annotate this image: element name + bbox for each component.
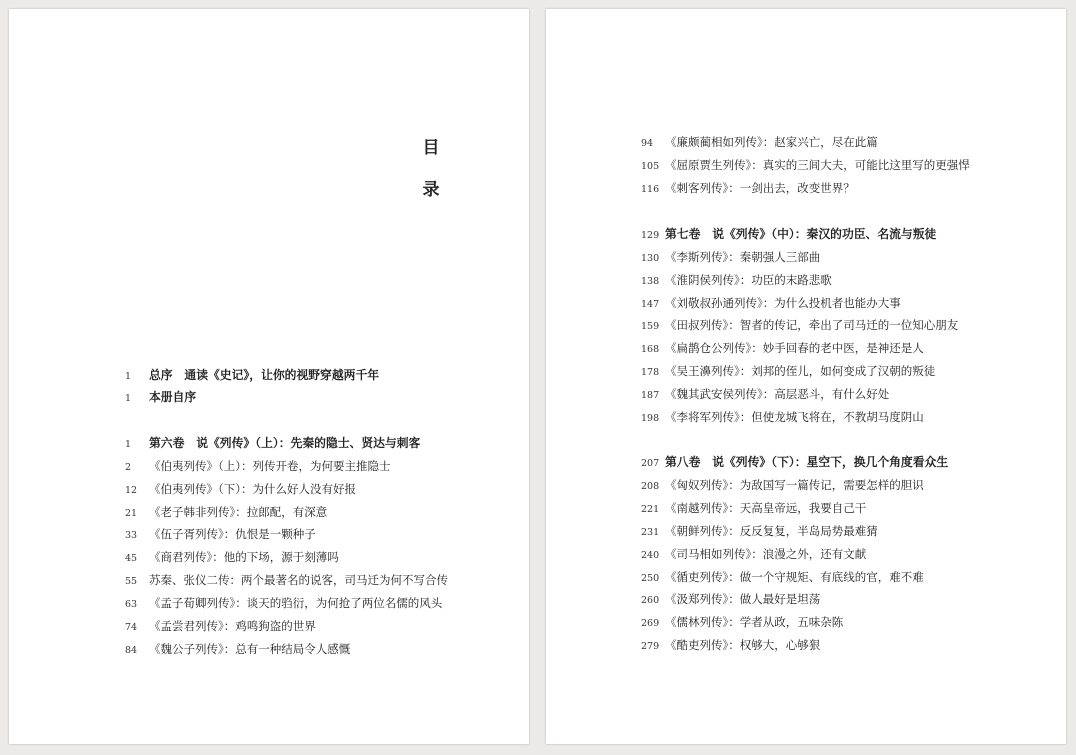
toc-entry-title: 《司马相如列传》：浪漫之外，还有文献	[665, 547, 867, 561]
toc-page-number: 1	[125, 393, 132, 404]
toc-entry	[641, 589, 820, 609]
toc-page-number: 240	[641, 550, 660, 561]
toc-page-number: 74	[125, 622, 138, 633]
toc-page-number: 159	[641, 321, 660, 332]
toc-entry	[125, 502, 327, 522]
toc-page-number: 168	[641, 344, 660, 355]
toc-entry-title: 《朝鲜列传》：反反复复，半岛局势最难猜	[665, 524, 878, 538]
toc-entry	[641, 315, 958, 335]
toc-page-number: 187	[641, 390, 660, 401]
toc-entry	[641, 178, 855, 198]
toc-section-heading	[125, 365, 379, 385]
toc-entry-title: 第八卷 说《列传》（下）：星空下，换几个角度看众生	[665, 455, 949, 469]
toc-entry-title: 《匈奴列传》：为敌国写一篇传记，需要怎样的胆识	[665, 478, 924, 492]
toc-page-number: 250	[641, 573, 660, 584]
toc-entry	[125, 479, 356, 499]
toc-page-number: 55	[125, 576, 138, 587]
toc-page-number: 231	[641, 527, 660, 538]
toc-page-number: 129	[641, 230, 660, 241]
toc-entry-title: 《李斯列传》：秦朝强人三部曲	[665, 250, 821, 264]
toc-page-number: 1	[125, 439, 132, 450]
toc-entry-title: 《老子韩非列传》：拉郎配，有深意	[149, 505, 328, 519]
right-page	[546, 9, 1066, 744]
toc-entry-title: 《田叔列传》：智者的传记，牵出了司马迁的一位知心朋友	[665, 318, 959, 332]
toc-entry-title: 《魏其武安侯列传》：高层恶斗，有什么好处	[665, 387, 890, 401]
toc-entry-title: 《酷吏列传》：权够大，心够狠	[665, 638, 821, 652]
toc-entry-title: 《伯夷列传》（上）：列传开卷，为何要主推隐士	[149, 459, 391, 473]
toc-entry	[641, 338, 924, 358]
toc-page-number: 138	[641, 276, 660, 287]
toc-entry	[641, 635, 820, 655]
toc-page-number: 1	[125, 371, 132, 382]
toc-page-number: 207	[641, 458, 660, 469]
toc-entry	[641, 155, 970, 175]
toc-entry-title: 《伍子胥列传》：仇恨是一颗种子	[149, 527, 316, 541]
toc-entry-title: 《淮阴侯列传》：功臣的末路悲歌	[665, 273, 832, 287]
toc-entry-title: 《孟尝君列传》：鸡鸣狗盗的世界	[149, 619, 316, 633]
toc-entry	[125, 547, 339, 567]
toc-entry	[641, 293, 901, 313]
toc-page-number: 45	[125, 553, 138, 564]
toc-title-char-2: 录	[422, 180, 440, 200]
toc-entry-title: 本册自序	[149, 390, 197, 404]
toc-title	[416, 127, 446, 211]
toc-entry-title: 《汲郑列传》：做人最好是坦荡	[665, 592, 821, 606]
toc-entry	[125, 570, 448, 590]
toc-entry	[641, 247, 820, 267]
toc-entry-title: 《商君列传》：他的下场，源于刻薄吗	[149, 550, 339, 564]
toc-page-number: 269	[641, 618, 660, 629]
toc-page-number: 198	[641, 413, 660, 424]
toc-page-number: 105	[641, 161, 660, 172]
toc-entry	[641, 407, 924, 427]
toc-entry	[125, 593, 442, 613]
toc-entry-title: 《伯夷列传》（下）：为什么好人没有好报	[149, 482, 356, 496]
toc-page-number: 63	[125, 599, 138, 610]
toc-page-number: 260	[641, 595, 660, 606]
toc-entry	[641, 132, 878, 152]
toc-entry-title: 《李将军列传》：但使龙城飞将在，不教胡马度阴山	[665, 410, 924, 424]
toc-section-heading	[125, 387, 196, 407]
toc-page-number: 208	[641, 481, 660, 492]
toc-page-number: 279	[641, 641, 660, 652]
toc-section-heading	[641, 452, 948, 472]
toc-page-number: 178	[641, 367, 660, 378]
toc-entry-title: 第六卷 说《列传》（上）：先秦的隐士、贤达与刺客	[149, 436, 421, 450]
toc-entry-title: 《循吏列传》：做一个守规矩、有底线的官，难不难	[665, 570, 924, 584]
toc-entry-title: 《南越列传》：天高皇帝远，我要自己干	[665, 501, 867, 515]
toc-page-number: 116	[641, 184, 660, 195]
toc-entry-title: 《孟子荀卿列传》：谈天的驺衍，为何抢了两位名儒的风头	[149, 596, 443, 610]
toc-entry-title: 《魏公子列传》：总有一种结局令人感慨	[149, 642, 351, 656]
toc-page-number: 94	[641, 138, 654, 149]
toc-section-heading	[125, 433, 420, 453]
toc-section-heading	[641, 224, 936, 244]
toc-page-number: 2	[125, 462, 132, 473]
toc-entry-title: 总序 通读《史记》，让你的视野穿越两千年	[149, 368, 380, 382]
toc-page-number: 12	[125, 485, 138, 496]
toc-page-number: 21	[125, 508, 138, 519]
toc-entry	[125, 456, 391, 476]
toc-entry-title: 苏秦、张仪二传：两个最著名的说客，司马迁为何不写合传	[149, 573, 448, 587]
toc-entry	[125, 639, 350, 659]
toc-entry	[641, 544, 866, 564]
toc-entry	[641, 498, 866, 518]
toc-entry	[641, 384, 889, 404]
toc-page-number: 84	[125, 645, 138, 656]
toc-entry	[641, 612, 843, 632]
toc-entry	[641, 521, 878, 541]
toc-entry-title: 第七卷 说《列传》（中）：秦汉的功臣、名流与叛徒	[665, 227, 937, 241]
toc-entry-title: 《吴王濞列传》：刘邦的侄儿，如何变成了汉朝的叛徒	[665, 364, 936, 378]
toc-entry	[125, 616, 316, 636]
toc-page-number: 147	[641, 299, 660, 310]
toc-entry-title: 《廉颇蔺相如列传》：赵家兴亡，尽在此篇	[665, 135, 878, 149]
toc-entry-title: 《刘敬叔孙通列传》：为什么投机者也能办大事	[665, 296, 901, 310]
toc-page-number: 221	[641, 504, 660, 515]
toc-entry	[641, 475, 924, 495]
toc-entry-title: 《刺客列传》：一剑出去，改变世界？	[665, 181, 855, 195]
toc-page-number: 130	[641, 253, 660, 264]
toc-entry	[641, 361, 935, 381]
toc-entry	[125, 524, 316, 544]
toc-entry	[641, 270, 832, 290]
toc-entry-title: 《屈原贾生列传》：真实的三闾大夫，可能比这里写的更强悍	[665, 158, 970, 172]
toc-entry	[641, 567, 924, 587]
toc-title-char-1: 目	[422, 138, 440, 158]
toc-entry-title: 《扁鹊仓公列传》：妙手回春的老中医，是神还是人	[665, 341, 924, 355]
toc-page-number: 33	[125, 530, 138, 541]
left-page	[9, 9, 529, 744]
toc-entry-title: 《儒林列传》：学者从政，五味杂陈	[665, 615, 844, 629]
